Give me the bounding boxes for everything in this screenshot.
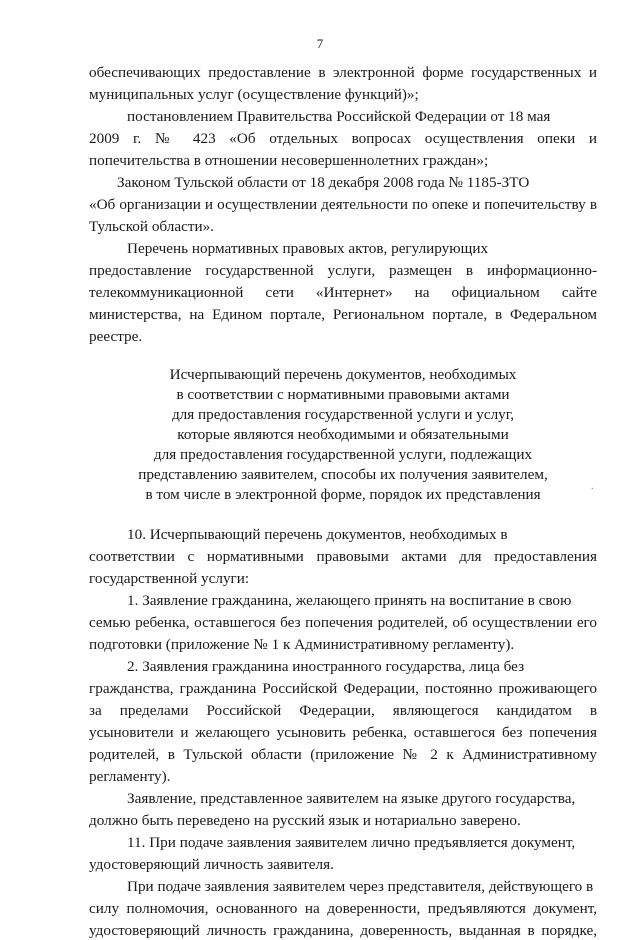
text-line: для предоставления государственной услуги и услуг, bbox=[171, 406, 515, 423]
text-line: удостоверяющий личность гражданина, доверенность, выданная в порядке, bbox=[89, 922, 597, 939]
text-line: Тульской области». bbox=[89, 218, 214, 235]
text-line: подготовки (приложение № 1 к Административному регламенту). bbox=[89, 636, 515, 653]
text-line: «Об организации и осуществлении деятельности по опеке и попечительству в bbox=[89, 196, 597, 213]
scan-mark: . bbox=[591, 481, 594, 492]
text-line: 11. При подаче заявления заявителем лично предъявляется документ, bbox=[127, 834, 576, 851]
text-line: постановлением Правительства Российской Федерации от 18 мая bbox=[127, 108, 551, 125]
text-line: регламенту). bbox=[89, 768, 171, 785]
text-line: силу полномочия, основанного на доверенности, предъявляются документ, bbox=[89, 900, 597, 917]
text-line: должно быть переведено на русский язык и нотариально заверено. bbox=[89, 812, 521, 829]
text-line: гражданства, гражданина Российской Федерации, постоянно проживающего bbox=[89, 680, 597, 697]
text-line: 2. Заявления гражданина иностранного государства, лица без bbox=[127, 658, 525, 675]
text-line: обеспечивающих предоставление в электронной форме государственных и bbox=[89, 64, 597, 81]
text-line: реестре. bbox=[89, 328, 143, 345]
text-line: семью ребенка, оставшегося без попечения родителей, об осуществлении его bbox=[89, 614, 597, 631]
text-line: попечительства в отношении несовершеннолетних граждан»; bbox=[89, 152, 489, 169]
text-line: муниципальных услуг (осуществление функций)»; bbox=[89, 86, 419, 103]
text-line: государственной услуги: bbox=[89, 570, 250, 587]
text-line: 10. Исчерпывающий перечень документов, необходимых в bbox=[127, 526, 508, 543]
text-line: удостоверяющий личность заявителя. bbox=[89, 856, 334, 873]
text-line: в соответствии с нормативными правовыми актами bbox=[176, 386, 510, 403]
text-line: 2009 г. № 423 «Об отдельных вопросах осуществления опеки и bbox=[89, 130, 597, 147]
text-line: представлению заявителем, способы их получения заявителем, bbox=[138, 466, 548, 483]
text-line: которые являются необходимыми и обязательными bbox=[177, 426, 509, 443]
text-line: телекоммуникационной сети «Интернет» на официальном сайте bbox=[89, 284, 597, 301]
text-line: предоставление государственной услуги, размещен в информационно- bbox=[89, 262, 597, 279]
text-line: для предоставления государственной услуги, подлежащих bbox=[153, 446, 533, 463]
text-line: При подаче заявления заявителем через представителя, действующего в bbox=[127, 878, 594, 895]
text-line: Исчерпывающий перечень документов, необходимых bbox=[169, 366, 517, 383]
text-line: за пределами Российской Федерации, являющегося кандидатом в bbox=[89, 702, 597, 719]
text-line: Перечень нормативных правовых актов, регулирующих bbox=[127, 240, 489, 257]
text-line: соответствии с нормативными правовыми актами для предоставления bbox=[89, 548, 597, 565]
text-line: в том числе в электронной форме, порядок их представления bbox=[145, 486, 541, 503]
text-line: Заявление, представленное заявителем на языке другого государства, bbox=[127, 790, 576, 807]
text-line: министерства, на Едином портале, Региональном портале, в Федеральном bbox=[89, 306, 597, 323]
text-line: усыновители и желающего усыновить ребенка, оставшегося без попечения bbox=[89, 724, 597, 741]
page-number: 7 bbox=[316, 36, 324, 51]
text-line: 1. Заявление гражданина, желающего принять на воспитание в свою bbox=[127, 592, 572, 609]
text-line: Законом Тульской области от 18 декабря 2008 года № 1185-ЗТО bbox=[117, 174, 530, 191]
text-line: родителей, в Тульской области (приложение № 2 к Административному bbox=[89, 746, 597, 763]
